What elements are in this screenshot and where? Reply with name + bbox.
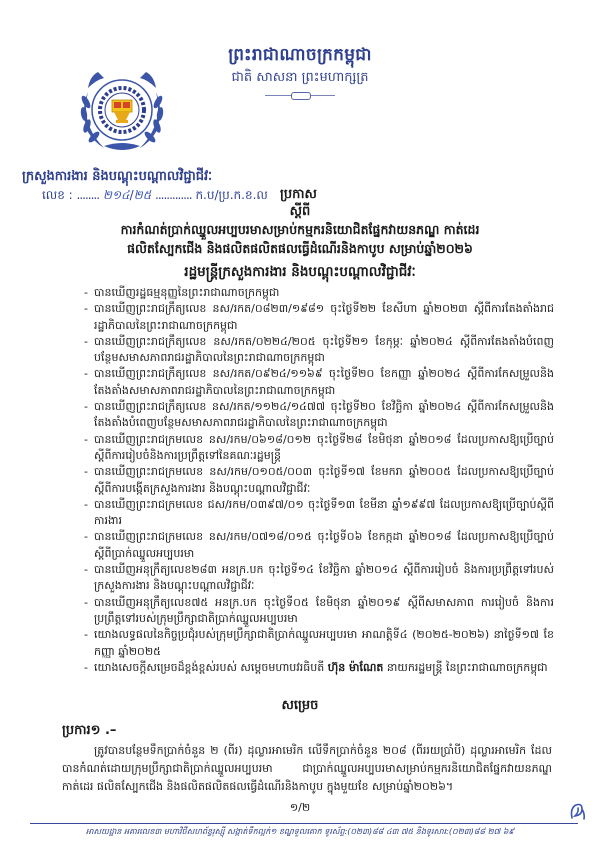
- document-subject: [60, 220, 540, 258]
- final-suffix: នាយករដ្ឋមន្ត្រី នៃព្រះរាជាណាចក្រកម្ពុជា: [383, 660, 548, 674]
- consideration-item: - យោងលទ្ធផលនៃកិច្ចប្រជុំរបស់ក្រុមប្រឹក្សាជាតិប្រាក់ឈ្នួលអប្បបរមា អាណត្តិទី៤ (២០២៥-២០២៦) នាថ្ងៃទី១៧ ខែកញ្ញា ឆ្នាំ២០២៥: [84, 627, 554, 660]
- ministry-name: ក្រសួងការងារ និងបណ្ដុះបណ្ដាលវិជ្ជាជីវៈ: [22, 169, 213, 184]
- consideration-item: - បានឃើញរដ្ឋធម្មនុញ្ញនៃព្រះរាជាណាចក្រកម្ពុជា: [84, 285, 554, 301]
- document-type: ប្រកាស: [280, 187, 317, 202]
- consideration-item: - បានឃើញព្រះរាជក្រឹត្យលេខ នស/រកត/០៩២៤/១១៦៩ ចុះថ្ងៃទី២០ ខែកញ្ញា ឆ្នាំ២០២៤ ស្ដីពីការកែសម្រួលនិងតែងតាំងសមាសភាពរាជរដ្ឋាភិបាលនៃព្រះរាជាណាចក្រកម្ពុជា: [84, 366, 554, 399]
- kingdom-header: [200, 44, 400, 98]
- consideration-item: - បានឃើញព្រះរាជក្រឹត្យលេខ នស/រកត/០២២៤/២០៥ ចុះថ្ងៃទី២១ ខែកុម្ភៈ ឆ្នាំ២០២៤ ស្ដីពីការតែងតាំងបំពេញបន្ថែមសមាសភាពរាជរដ្ឋាភិបាលនៃព្រះរាជាណាចក្រកម្ពុជា: [84, 334, 554, 367]
- reference-dots: ........: [76, 188, 100, 202]
- article-1-body: ត្រូវបានបន្ថែមទឹកប្រាក់ចំនួន ២ (ពីរ) ដុល្លារអាមេរិក លើទឹកប្រាក់ចំនួន ២០៨ (ពីររយប្រាំបី) ដុល្លារអាមេរិក ដែលបានកំណត់ដោយក្រុមប្រឹក្សាជាតិប្រាក់ឈ្នួលអប្បបរមា ជាប្រាក់ឈ្នួលអប្បបរមាសម្រាប់កម្មករនិយោជិតផ្នែកវាយនភណ្ឌ កាត់ដេរ ផលិតស្បែកជើង និងផលិតផលិតផលធ្វើដំណើរនិងកាបូប ក្នុងមួយខែ សម្រាប់ឆ្នាំ២០២៦។: [62, 744, 552, 793]
- consideration-item: - បានឃើញព្រះរាជក្រមលេខ នស/រកម/០៦១៨/០១២ ចុះថ្ងៃទី២៨ ខែមិថុនា ឆ្នាំ២០១៨ ដែលប្រកាសឱ្យប្រើច្បាប់ស្ដីពីការរៀបចំនិងការប្រព្រឹត្តទៅនៃគណៈរដ្ឋមន្ត្រី: [84, 432, 554, 465]
- national-motto: ជាតិ សាសនា ព្រះមហាក្សត្រ: [231, 70, 369, 85]
- consideration-item: - បានឃើញអនុក្រឹត្យលេខ៧៥ អនក្រ.បក ចុះថ្ងៃទី០៥ ខែមិថុនា ឆ្នាំ២០១៩ ស្ដីពីសមាសភាព ការរៀបចំ និងការប្រព្រឹត្តទៅរបស់ក្រុមប្រឹក្សាជាតិប្រាក់ឈ្នួលអប្បបរមា: [84, 595, 554, 628]
- considerations-list: [84, 285, 554, 676]
- footer-address: អាសយដ្ឋាន អគារលេខ៣ មហាវិថីសហព័ន្ធរុស្ស៊ី សង្កាត់ទឹកល្អក់១ ខណ្ឌទួលគោក ទូរស័ព្ទ:(០២៣)៨៨ ៤៣ ៧៥ និងទូរសារ:(០២៣)៨៨ ២៧ ៦៩: [85, 827, 515, 836]
- ornament-divider-icon: [265, 92, 335, 98]
- consideration-item: - បានឃើញព្រះរាជក្រមលេខ នស/រកម/០៧១៨/០១៥ ចុះថ្ងៃទី០៦ ខែកក្កដា ឆ្នាំ២០១៨ ដែលប្រកាសឱ្យប្រើច្បាប់ស្ដីពីប្រាក់ឈ្នួលអប្បបរមា: [84, 529, 554, 562]
- final-prefix: យោងសេចក្ដីសម្រេចដ៏ខ្ពង់ខ្ពស់របស់ សម្ដេចមហាបវរធិបតី: [94, 660, 328, 674]
- minister-title: រដ្ឋមន្ត្រីក្រសួងការងារ និងបណ្ដុះបណ្ដាលវិជ្ជាជីវៈ: [184, 264, 416, 280]
- handwritten-number: ២១៤: [102, 188, 130, 202]
- ministry-seal-icon: [74, 62, 170, 158]
- handwritten-suffix: ២៥: [133, 188, 152, 202]
- subject-line-2: ផលិតស្បែកជើង និងផលិតផលិតផលធ្វើដំណើរនិងកាបូប សម្រាប់ឆ្នាំ២០២៦: [127, 241, 473, 256]
- consideration-item: - បានឃើញព្រះរាជក្រមលេខ នស/រកម/០១០៥/០០៣ ចុះថ្ងៃទី១៧ ខែមករា ឆ្នាំ២០០៥ ដែលប្រកាសឱ្យប្រើច្បាប់ស្ដីពីការបង្កើតក្រសួងការងារ និងបណ្ដុះបណ្ដាលវិជ្ជាជីវៈ: [84, 464, 554, 497]
- article-1-heading: ប្រការ១ .–: [62, 723, 117, 738]
- reference-label: លេខ :: [42, 188, 73, 202]
- prime-minister-name: ហ៊ុន ម៉ាណែត: [327, 660, 384, 674]
- subject-line-1: ការកំណត់ប្រាក់ឈ្នួលអប្បបរមាសម្រាប់កម្មករនិយោជិតផ្នែកវាយនភណ្ឌ កាត់ដេរ: [120, 222, 480, 237]
- reference-dots-2: .............: [155, 188, 192, 202]
- handwritten-initial-icon: [566, 800, 588, 822]
- consideration-item: - បានឃើញព្រះរាជក្រមលេខ ជស/រកម/០៣៩៧/០១ ចុះថ្ងៃទី១៣ ខែមីនា ឆ្នាំ១៩៩៧ ដែលប្រកាសឱ្យប្រើច្បាប់ស្ដីពីការងារ: [84, 497, 554, 530]
- consideration-item: - បានឃើញអនុក្រឹត្យលេខ២៨៣ អនក្រ.បក ចុះថ្ងៃទី១៤ ខែវិច្ឆិកា ឆ្នាំ២០១៤ ស្ដីពីការរៀបចំ និងការប្រព្រឹត្តទៅរបស់ក្រសួងការងារ និងបណ្ដុះបណ្ដាលវិជ្ជាជីវៈ: [84, 562, 554, 595]
- consideration-item: - បានឃើញព្រះរាជក្រឹត្យលេខ នស/រកត/១១២៤/១៤៧៧ ចុះថ្ងៃទី២០ ខែវិច្ឆិកា ឆ្នាំ២០២៤ ស្ដីពីការកែសម្រួលនិងតែងតាំងបំពេញបន្ថែមសមាសភាពរាជរដ្ឋាភិបាលនៃព្រះរាជាណាចក្រកម្ពុជា: [84, 399, 554, 432]
- consideration-item-final: [84, 660, 554, 676]
- reference-code: ក.ប/ប្រ.ក.ខ.ល: [195, 188, 268, 202]
- page-number: ១/២: [289, 801, 311, 814]
- kingdom-title: ព្រះរាជាណាចក្រកម្ពុជា: [228, 45, 372, 65]
- decision-heading: សម្រេច: [281, 698, 319, 713]
- footer-divider: [30, 823, 578, 824]
- consideration-item: - បានឃើញព្រះរាជក្រឹត្យលេខ នស/រកត/០៨២៣/១៩៨១ ចុះថ្ងៃទី២២ ខែសីហា ឆ្នាំ២០២៣ ស្ដីពីការតែងតាំងរាជរដ្ឋាភិបាលនៃព្រះរាជាណាចក្រកម្ពុជា: [84, 301, 554, 334]
- reference-number: លេខ : ........ ២១៤/២៥ ............. ក.ប/ប្រ.ក.ខ.ល: [42, 188, 268, 202]
- concerning-label: ស្ដីពី: [289, 204, 311, 219]
